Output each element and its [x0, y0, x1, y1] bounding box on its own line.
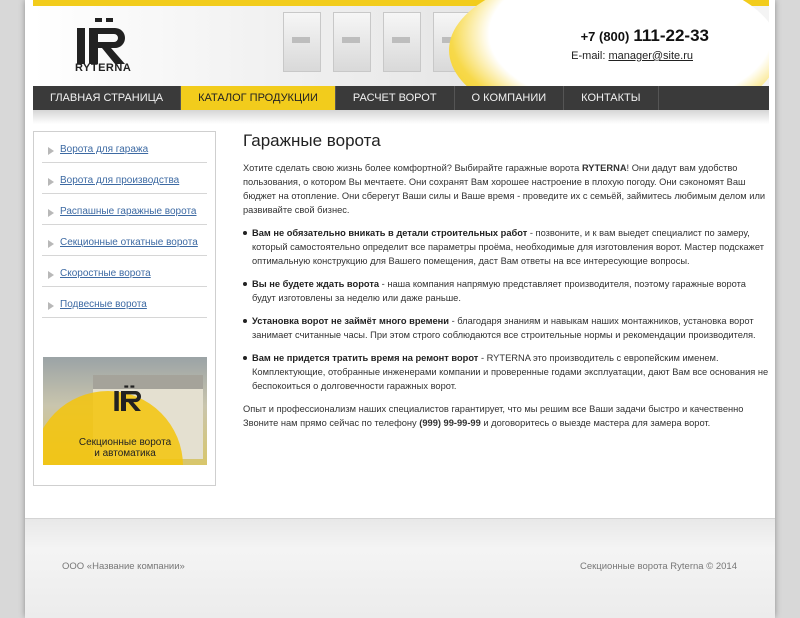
sidebar-item-label: Ворота для гаража	[60, 144, 149, 155]
header	[33, 0, 769, 86]
bullet-heading: Вам не придется тратить время на ремонт ворот	[252, 353, 479, 363]
banner-line-2: и автоматика	[94, 448, 156, 459]
header-phone	[581, 26, 709, 46]
phone-number: 111-22-33	[633, 26, 709, 45]
intro-brand: RYTERNA	[581, 163, 627, 173]
nav-shadow	[33, 110, 769, 124]
page-title: Гаражные ворота	[243, 131, 381, 150]
main-content	[243, 131, 771, 439]
sidebar-item-label: Ворота для производства	[60, 175, 180, 186]
sidebar-item-label: Распашные гаражные ворота	[60, 206, 197, 217]
email-label: E-mail:	[571, 50, 606, 62]
intro-text-end: ! Они дадут вам удобство пользования, о котором Вы мечтаете. Они сохранят Вам хорошее настроение в плохую погоду. Они сэкономят Ваш бюджет на отопление. Они сберегут Ваши силы и Ваше время - проведите их с семьёй, займитесь любимым делом или развивайте свой бизнес.	[243, 163, 766, 215]
arrow-right-icon	[48, 178, 54, 186]
bullet-paragraph	[243, 314, 771, 342]
page	[25, 0, 775, 617]
phone-prefix: +7 (800)	[580, 29, 630, 44]
sidebar-item-garage-doors[interactable]	[42, 132, 207, 163]
sidebar-item-high-speed-doors[interactable]	[42, 256, 207, 287]
sidebar-item-label: Секционные откатные ворота	[60, 237, 198, 248]
sidebar-item-industrial-doors[interactable]	[42, 163, 207, 194]
sidebar	[33, 131, 216, 486]
arrow-right-icon	[48, 271, 54, 279]
sidebar-promo-banner[interactable]	[43, 357, 207, 465]
footer-company: ООО «Название компании»	[62, 561, 185, 572]
bullet-text: - позвоните, и к вам выедет специалист по замеру, который самостоятельно определит все параметры проёма, необходимые для изготовления ворот. Мастер подскажет оптимальную конструкцию для Вашего помещения, даст Вам ответы на все интересующие вопросы.	[252, 228, 764, 266]
closing-text-end: и договоритесь о выезде мастера для замера ворот.	[480, 418, 711, 428]
closing-paragraph	[243, 402, 771, 430]
banner-text	[43, 437, 207, 459]
arrow-right-icon	[48, 209, 54, 217]
bullet-heading: Вы не будете ждать ворота	[252, 279, 380, 289]
closing-text: Опыт и профессионализм наших специалистов гарантирует, что мы решим все Ваши задачи быстро и качественно Звоните нам прямо сейчас по телефону	[243, 404, 744, 428]
nav-item-calculation[interactable]: РАСЧЕТ ВОРОТ	[336, 86, 455, 110]
sidebar-item-label: Скоростные ворота	[60, 268, 151, 279]
ryterna-logo-icon	[111, 383, 151, 419]
bullet-text: - наша компания напрямую представляет производителя, поэтому гаражные ворота будут изготовлены за неделю или даже раньше.	[252, 279, 746, 303]
nav-item-contacts[interactable]: КОНТАКТЫ	[564, 86, 658, 110]
arrow-right-icon	[48, 240, 54, 248]
arrow-right-icon	[48, 147, 54, 155]
logo-text: RYTERNA	[75, 62, 132, 74]
sidebar-item-label: Подвесные ворота	[60, 299, 147, 310]
main-nav	[33, 86, 769, 110]
nav-item-home[interactable]: ГЛАВНАЯ СТРАНИЦА	[33, 86, 181, 110]
footer-copyright: Секционные ворота Ryterna © 2014	[579, 561, 737, 572]
arrow-right-icon	[48, 302, 54, 310]
sidebar-item-sectional-doors[interactable]	[42, 225, 207, 256]
nav-item-about[interactable]: О КОМПАНИИ	[455, 86, 565, 110]
intro-text: Хотите сделать свою жизнь более комфортной? Выбирайте гаражные ворота	[243, 163, 582, 173]
bullet-paragraph	[243, 351, 771, 393]
header-email	[571, 50, 693, 62]
bullet-text: - RYTERNA это производитель с европейским именем. Комплектующие, отобранные инженерами компании и проверенные годами эксплуатации, дают Вам все основания не беспокоиться о долговечности гаражных ворот.	[252, 353, 769, 391]
sidebar-item-overhead-doors[interactable]	[42, 287, 207, 318]
closing-phone: (999) 99-99-99	[419, 418, 481, 428]
bullet-heading: Вам не обязательно вникать в детали строительных работ	[252, 228, 528, 238]
banner-line-1: Секционные ворота	[78, 437, 172, 448]
email-link[interactable]: manager@site.ru	[608, 50, 693, 62]
sidebar-menu	[34, 132, 215, 318]
sidebar-item-swing-doors[interactable]	[42, 194, 207, 225]
intro-paragraph	[243, 161, 771, 217]
bullet-paragraph	[243, 277, 771, 305]
bullet-paragraph	[243, 226, 771, 268]
bullet-heading: Установка ворот не займёт много времени	[252, 316, 449, 326]
footer	[25, 518, 775, 618]
bullet-text: - благодаря знаниям и навыкам наших монтажников, установка ворот занимает считанные часы. При этом строго соблюдаются все строительные нормы и рекомендации производителя.	[252, 316, 756, 340]
nav-item-catalog[interactable]: КАТАЛОГ ПРОДУКЦИИ	[181, 86, 336, 110]
